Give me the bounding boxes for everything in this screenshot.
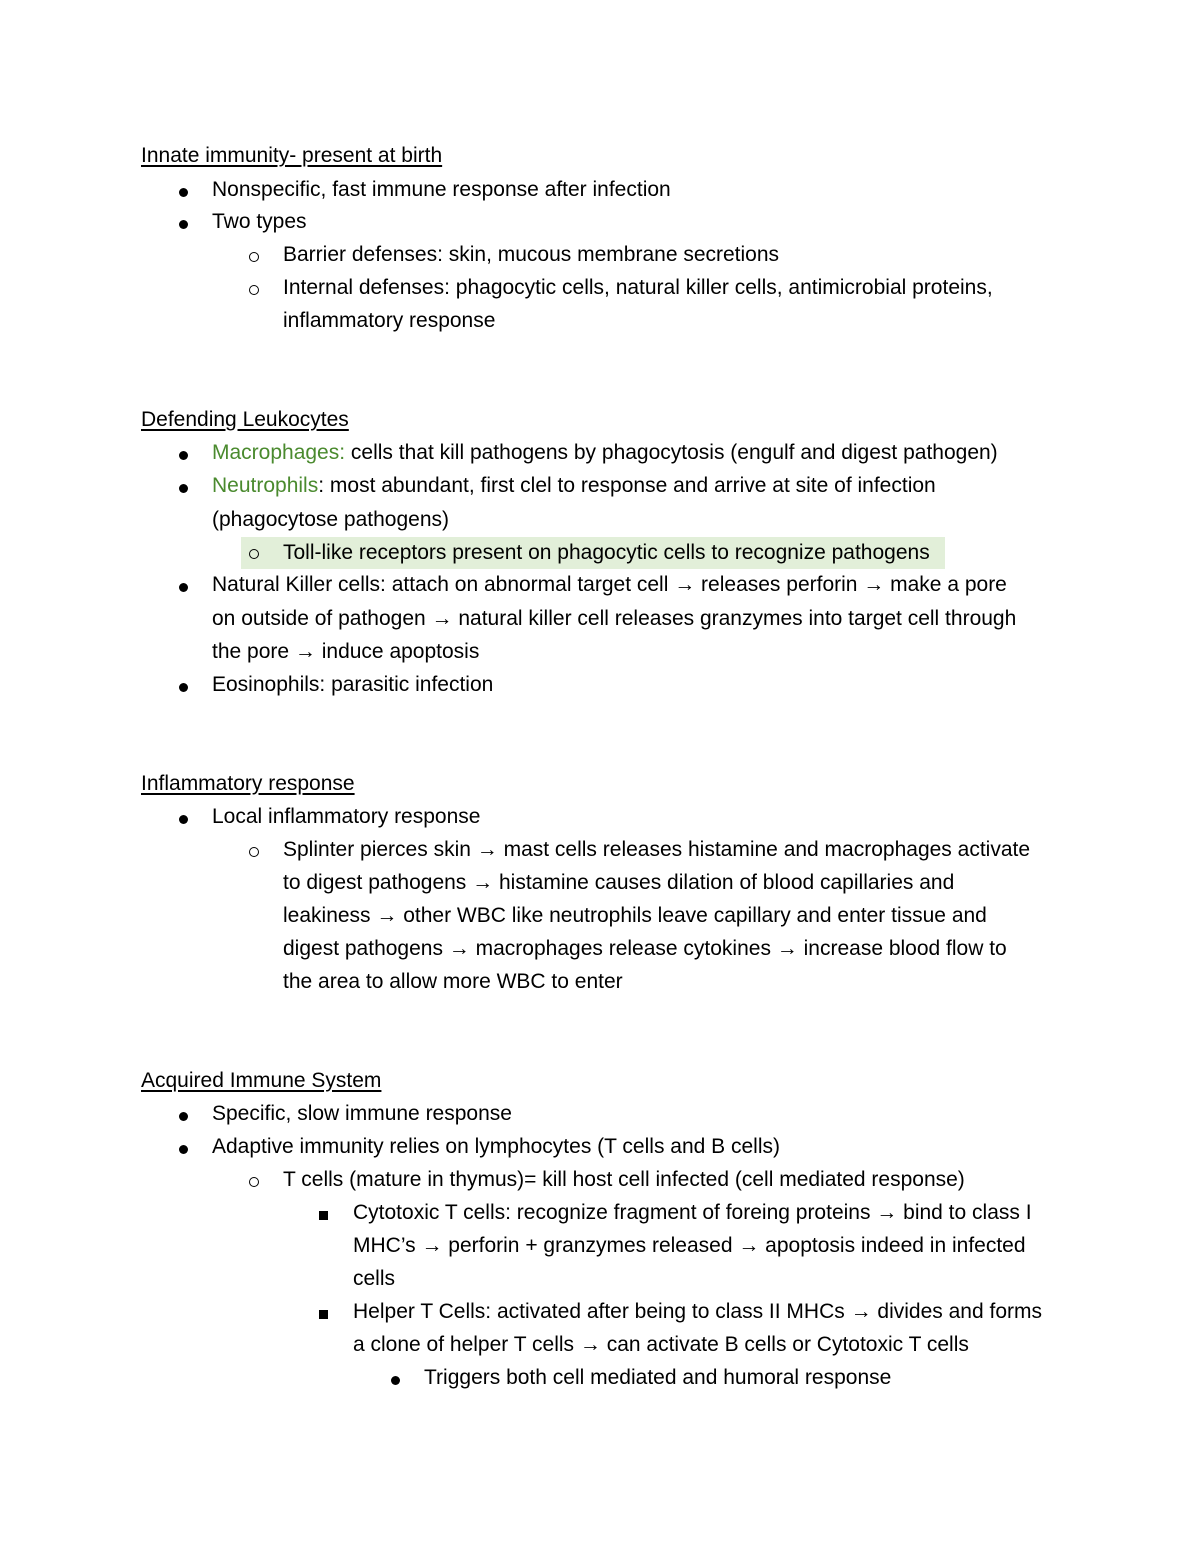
list-item: Two types — [212, 210, 307, 233]
list-item — [212, 472, 936, 500]
list-item: Specific, slow immune response — [212, 1102, 512, 1125]
list-item-continuation: inflammatory response — [283, 309, 496, 332]
list-item-continuation: (phagocytose pathogens) — [212, 508, 449, 531]
section-heading-defending-leukocytes: Defending Leukocytes — [141, 408, 349, 431]
definition-text: : most abundant, first clel to response and arrive at site of infection — [318, 474, 936, 497]
list-item-continuation: on outside of pathogen → natural killer cell releases granzymes into target cell through — [212, 607, 1017, 630]
list-item: Triggers both cell mediated and humoral response — [424, 1366, 892, 1389]
bullet-icon — [179, 1145, 188, 1154]
square-bullet-icon — [319, 1310, 328, 1319]
list-item: Cytotoxic T cells: recognize fragment of foreing proteins → bind to class I — [353, 1201, 1032, 1224]
square-bullet-icon — [319, 1211, 328, 1220]
list-item — [212, 439, 998, 467]
hollow-bullet-icon — [249, 847, 259, 857]
list-item: Adaptive immunity relies on lymphocytes (T cells and B cells) — [212, 1135, 780, 1158]
section-heading-innate-immunity: Innate immunity- present at birth — [141, 144, 443, 167]
bullet-icon — [179, 1112, 188, 1121]
hollow-bullet-icon — [249, 252, 259, 262]
list-item-continuation: cells — [353, 1267, 396, 1290]
hollow-bullet-icon — [249, 1177, 259, 1187]
section-heading-acquired-immune-system: Acquired Immune System — [141, 1069, 382, 1092]
hollow-bullet-icon — [249, 549, 259, 559]
hollow-bullet-icon — [249, 285, 259, 295]
list-item-continuation: MHC’s → perforin + granzymes released → apoptosis indeed in infected — [353, 1234, 1026, 1257]
list-item: T cells (mature in thymus)= kill host cell infected (cell mediated response) — [283, 1168, 965, 1191]
bullet-icon — [179, 815, 188, 824]
list-item-continuation: digest pathogens → macrophages release cytokines → increase blood flow to — [283, 937, 1007, 960]
bullet-icon — [179, 220, 188, 229]
term-macrophages: Macrophages: — [212, 441, 346, 464]
bullet-icon — [391, 1376, 400, 1385]
list-item: Barrier defenses: skin, mucous membrane secretions — [283, 243, 780, 266]
list-item-continuation: a clone of helper T cells → can activate B cells or Cytotoxic T cells — [353, 1333, 969, 1356]
bullet-icon — [179, 484, 188, 493]
list-item-continuation: leakiness → other WBC like neutrophils leave capillary and enter tissue and — [283, 904, 987, 927]
term-neutrophils: Neutrophils — [212, 474, 319, 497]
list-item-continuation: the pore → induce apoptosis — [212, 640, 480, 663]
list-item: Local inflammatory response — [212, 805, 481, 828]
list-item: Eosinophils: parasitic infection — [212, 673, 494, 696]
list-item: Splinter pierces skin → mast cells releases histamine and macrophages activate — [283, 838, 1031, 861]
list-item-highlighted: Toll-like receptors present on phagocytic cells to recognize pathogens — [283, 541, 930, 564]
list-item: Natural Killer cells: attach on abnormal target cell → releases perforin → make a pore — [212, 573, 1007, 596]
bullet-icon — [179, 683, 188, 692]
section-heading-inflammatory-response: Inflammatory response — [141, 772, 355, 795]
list-item-continuation: the area to allow more WBC to enter — [283, 970, 623, 993]
list-item: Helper T Cells: activated after being to class II MHCs → divides and forms — [353, 1300, 1043, 1323]
bullet-icon — [179, 188, 188, 197]
list-item: Internal defenses: phagocytic cells, natural killer cells, antimicrobial proteins, — [283, 276, 993, 299]
list-item: Nonspecific, fast immune response after infection — [212, 178, 671, 201]
bullet-icon — [179, 583, 188, 592]
bullet-icon — [179, 451, 188, 460]
list-item-continuation: to digest pathogens → histamine causes dilation of blood capillaries and — [283, 871, 955, 894]
definition-text: cells that kill pathogens by phagocytosis (engulf and digest pathogen) — [345, 441, 998, 464]
